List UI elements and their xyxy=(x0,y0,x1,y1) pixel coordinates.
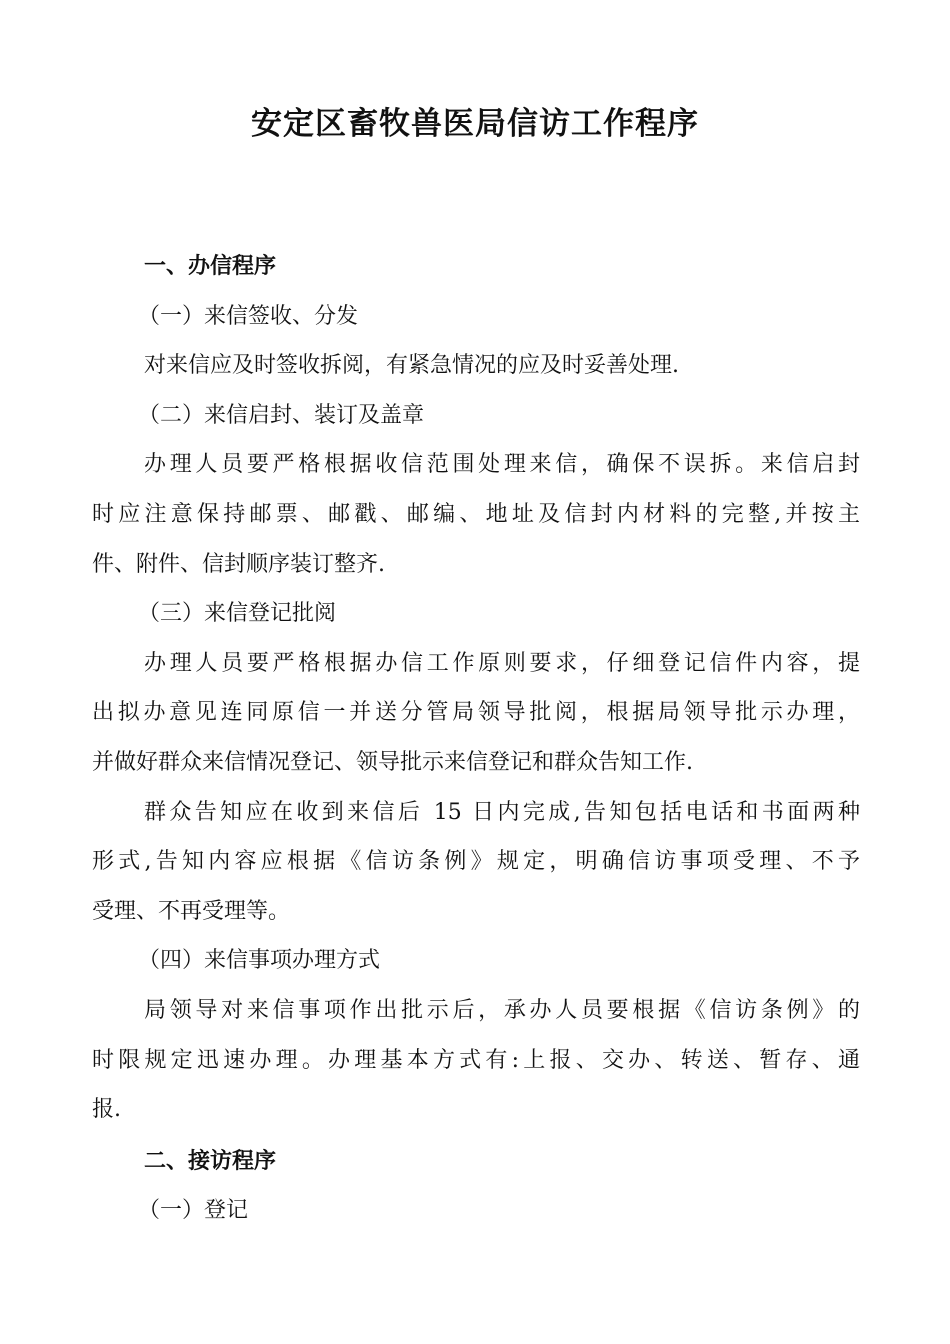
paragraph-1-3b-line-2: 形式,告知内容应根据《信访条例》规定，明确信访事项受理、不予 xyxy=(92,849,860,875)
paragraph-1-3-line-1: 办理人员要严格根据办信工作原则要求，仔细登记信件内容，提 xyxy=(144,650,860,676)
paragraph-1-4-line-1: 局领导对来信事项作出批示后，承办人员要根据《信访条例》的 xyxy=(144,997,860,1023)
paragraph-1-3-line-2: 出拟办意见连同原信一并送分管局领导批阅，根据局领导批示办理， xyxy=(92,700,860,726)
paragraph-1-3b-line-3: 受理、不再受理等。 xyxy=(92,898,291,924)
document-body xyxy=(92,242,860,1236)
section-heading-1: 一、办信程序 xyxy=(144,254,277,279)
paragraph-1-4-line-3: 报. xyxy=(92,1097,121,1123)
paragraph-1-2-line-1: 办理人员要严格根据收信范围处理来信，确保不误拆。来信启封 xyxy=(144,452,860,478)
subsection-heading-1-1: （一）来信签收、分发 xyxy=(138,303,359,329)
document-title: 安定区畜牧兽医局信访工作程序 xyxy=(251,106,699,142)
paragraph-1-2-line-3: 件、附件、信封顺序装订整齐. xyxy=(92,551,385,577)
paragraph-1-4-line-2: 时限规定迅速办理。办理基本方式有:上报、交办、转送、暂存、通 xyxy=(92,1047,860,1073)
paragraph-1-3-line-3: 并做好群众来信情况登记、领导批示来信登记和群众告知工作. xyxy=(92,749,693,775)
subsection-heading-2-1: （一）登记 xyxy=(138,1198,249,1224)
paragraph-1-2-line-2: 时应注意保持邮票、邮戳、邮编、地址及信封内材料的完整,并按主 xyxy=(92,501,860,527)
subsection-heading-1-4: （四）来信事项办理方式 xyxy=(138,948,381,974)
paragraph-1-3b-line-1: 群众告知应在收到来信后 15 日内完成,告知包括电话和书面两种 xyxy=(144,799,860,825)
paragraph-1-1: 对来信应及时签收拆阅，有紧急情况的应及时妥善处理. xyxy=(144,353,679,379)
subsection-heading-1-3: （三）来信登记批阅 xyxy=(138,601,337,627)
section-heading-2: 二、接访程序 xyxy=(144,1148,277,1174)
subsection-heading-1-2: （二）来信启封、装订及盖章 xyxy=(138,402,425,428)
